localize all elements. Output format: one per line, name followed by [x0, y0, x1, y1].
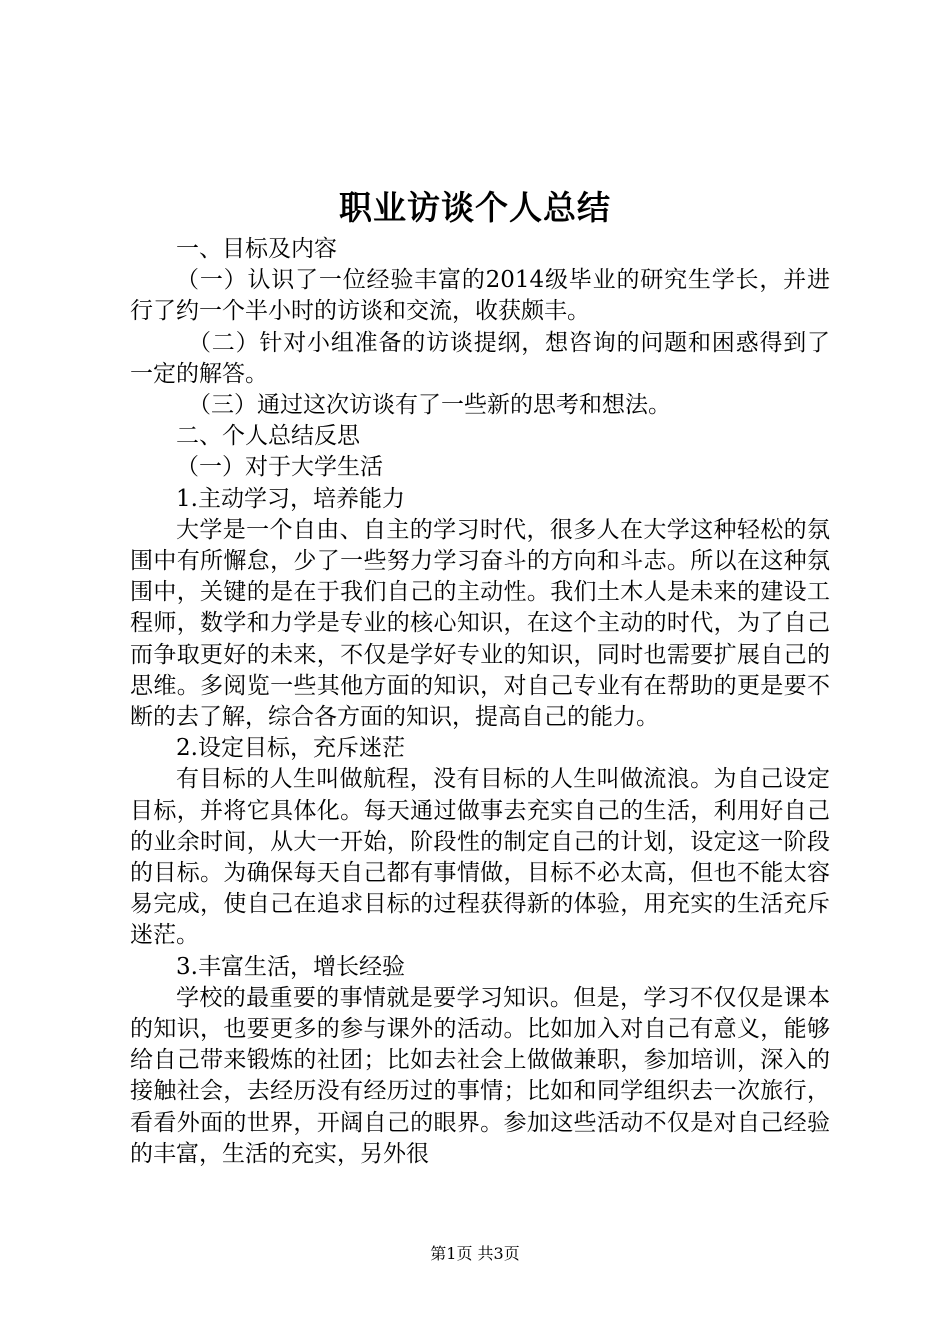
page-footer: 第1页 共3页: [430, 1244, 520, 1263]
item-heading-2: 2.设定目标，充斥迷茫: [176, 735, 405, 762]
page-title: 职业访谈个人总结: [339, 188, 611, 227]
paragraph-6: 学校的最重要的事情就是要学习知识。但是，学习不仅仅是课本的知识，也要更多的参与课外的活动。比如加入对自己有意义，能够给自己带来锻炼的社团；比如去社会上做做兼职，参加培训，深入的接触社会，去经历没有经历过的事情；比如和同学组织去一次旅行，看看外面的世界，开阔自己的眼界。参加这些活动不仅是对自己经验的丰富，生活的充实，另外很: [130, 984, 830, 1167]
paragraph-1: （一）认识了一位经验丰富的2014级毕业的研究生学长，并进行了约一个半小时的访谈和交流，收获颇丰。: [130, 267, 830, 325]
item-heading-3: 3.丰富生活，增长经验: [176, 953, 405, 980]
document-body: [130, 234, 830, 1170]
section-heading-2: 二、个人总结反思: [176, 423, 360, 450]
item-heading-1: 1.主动学习，培养能力: [176, 485, 405, 512]
paragraph-5: 有目标的人生叫做航程，没有目标的人生叫做流浪。为自己设定目标，并将它具体化。每天通过做事去充实自己的生活，利用好自己的业余时间，从大一开始，阶段性的制定自己的计划，设定这一阶段的目标。为确保每天自己都有事情做，目标不必太高，但也不能太容易完成，使自己在追求目标的过程获得新的体验，用充实的生活充斥迷茫。: [130, 766, 830, 949]
subsection-heading-1: （一）对于大学生活: [176, 454, 383, 481]
paragraph-2: （二）针对小组准备的访谈提纲，想咨询的问题和困惑得到了一定的解答。: [130, 329, 830, 387]
paragraph-4: 大学是一个自由、自主的学习时代，很多人在大学这种轻松的氛围中有所懈怠，少了一些努力学习奋斗的方向和斗志。所以在这种氛围中，关键的是在于我们自己的主动性。我们土木人是未来的建设工程师，数学和力学是专业的核心知识，在这个主动的时代，为了自己而争取更好的未来，不仅是学好专业的知识，同时也需要扩展自己的思维。多阅览一些其他方面的知识，对自己专业有在帮助的更是要不断的去了解，综合各方面的知识，提高自己的能力。: [130, 516, 830, 731]
section-heading-1: 一、目标及内容: [176, 236, 337, 262]
paragraph-3: （三）通过这次访谈有了一些新的思考和想法。: [188, 392, 671, 419]
